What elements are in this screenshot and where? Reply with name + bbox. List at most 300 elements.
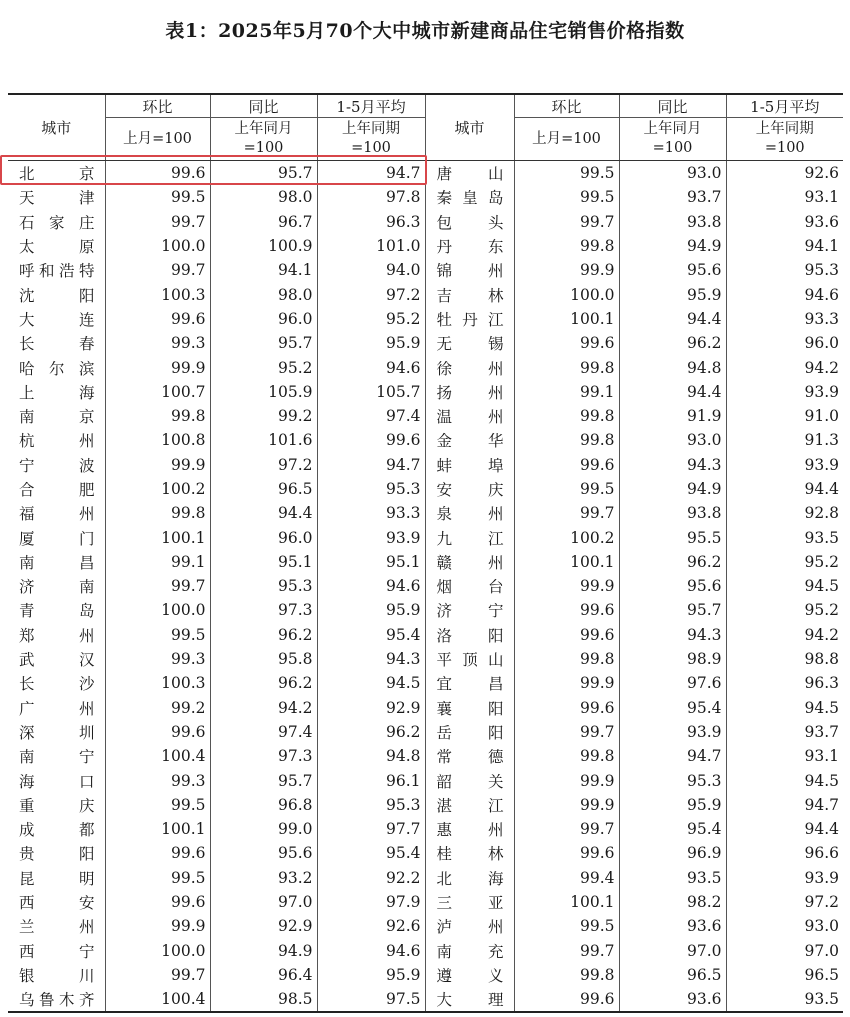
yoy-cell: 93.8 xyxy=(619,210,726,234)
yoy-cell: 95.2 xyxy=(210,355,317,379)
table-row xyxy=(8,234,843,258)
beijing-row-highlight xyxy=(0,155,427,185)
table-row xyxy=(8,453,843,477)
table-row xyxy=(8,282,843,306)
avg-cell: 95.1 xyxy=(317,550,425,574)
yoy-cell: 94.4 xyxy=(619,380,726,404)
mom-cell: 99.6 xyxy=(514,331,619,355)
avg-cell: 95.4 xyxy=(317,623,425,647)
city-cell: 济宁 xyxy=(425,598,514,622)
city-cell: 银川 xyxy=(8,963,105,987)
avg-cell: 97.2 xyxy=(804,893,839,912)
yoy-cell: 94.7 xyxy=(619,744,726,768)
yoy-cell: 95.4 xyxy=(619,696,726,720)
mom-cell: 99.7 xyxy=(105,574,210,598)
table-row xyxy=(8,890,843,914)
city-cell: 平顶山 xyxy=(425,647,514,671)
city-cell: 福州 xyxy=(8,501,105,525)
yoy-cell: 94.2 xyxy=(210,696,317,720)
mom-base-right: 上月=100 xyxy=(514,118,619,161)
mom-cell: 99.5 xyxy=(105,793,210,817)
avg-cell: 93.1 xyxy=(804,747,839,766)
table-row xyxy=(8,939,843,963)
mom-cell: 99.6 xyxy=(105,841,210,865)
city-cell: 呼和浩特 xyxy=(8,258,105,282)
city-cell: 西宁 xyxy=(8,939,105,963)
city-cell: 包头 xyxy=(425,210,514,234)
city-cell: 九江 xyxy=(425,525,514,549)
avg-cell: 101.0 xyxy=(317,234,425,258)
avg-cell: 94.5 xyxy=(804,698,839,717)
city-cell: 遵义 xyxy=(425,963,514,987)
yoy-cell: 97.3 xyxy=(210,744,317,768)
yoy-cell: 96.0 xyxy=(210,307,317,331)
city-cell: 吉林 xyxy=(425,282,514,306)
mom-cell: 100.0 xyxy=(105,234,210,258)
mom-cell: 99.6 xyxy=(105,890,210,914)
avg-cell: 96.2 xyxy=(317,720,425,744)
avg-cell: 94.0 xyxy=(317,258,425,282)
yoy-cell: 95.9 xyxy=(619,282,726,306)
mom-cell: 99.1 xyxy=(105,550,210,574)
mom-cell: 99.8 xyxy=(514,428,619,452)
city-cell: 赣州 xyxy=(425,550,514,574)
mom-cell: 99.9 xyxy=(514,574,619,598)
mom-header-right: 环比 xyxy=(514,94,619,118)
avg-base-left: 上年同期 =100 xyxy=(317,118,425,161)
mom-cell: 99.5 xyxy=(514,161,619,186)
mom-cell: 100.8 xyxy=(105,428,210,452)
mom-cell: 100.1 xyxy=(514,890,619,914)
city-cell: 南京 xyxy=(8,404,105,428)
city-cell: 重庆 xyxy=(8,793,105,817)
yoy-base-left: 上年同月 =100 xyxy=(210,118,317,161)
city-cell: 武汉 xyxy=(8,647,105,671)
yoy-cell: 94.8 xyxy=(619,355,726,379)
city-cell: 金华 xyxy=(425,428,514,452)
yoy-cell: 93.0 xyxy=(619,161,726,186)
city-cell: 丹东 xyxy=(425,234,514,258)
avg-cell: 94.7 xyxy=(804,795,839,814)
avg-cell: 98.8 xyxy=(804,650,839,669)
mom-cell: 99.5 xyxy=(514,477,619,501)
avg-cell: 93.5 xyxy=(726,987,843,1012)
yoy-cell: 101.6 xyxy=(210,428,317,452)
mom-cell: 99.9 xyxy=(105,914,210,938)
city-cell: 常德 xyxy=(425,744,514,768)
mom-cell: 99.8 xyxy=(514,963,619,987)
city-cell: 兰州 xyxy=(8,914,105,938)
mom-cell: 99.5 xyxy=(514,185,619,209)
mom-cell: 99.6 xyxy=(105,161,210,186)
city-cell: 北海 xyxy=(425,866,514,890)
yoy-cell: 95.9 xyxy=(619,793,726,817)
yoy-cell: 96.0 xyxy=(210,525,317,549)
city-cell: 贵阳 xyxy=(8,841,105,865)
yoy-cell: 95.4 xyxy=(619,817,726,841)
yoy-header-right: 同比 xyxy=(619,94,726,118)
table-row xyxy=(8,210,843,234)
mom-cell: 99.5 xyxy=(105,185,210,209)
city-cell: 大理 xyxy=(425,987,514,1012)
mom-cell: 99.8 xyxy=(105,404,210,428)
mom-cell: 99.9 xyxy=(514,768,619,792)
city-cell: 徐州 xyxy=(425,355,514,379)
yoy-cell: 94.3 xyxy=(619,453,726,477)
city-cell: 大连 xyxy=(8,307,105,331)
city-cell: 昆明 xyxy=(8,866,105,890)
avg-cell: 94.6 xyxy=(317,355,425,379)
city-cell: 烟台 xyxy=(425,574,514,598)
page-title: 表1：2025年5月70个大中城市新建商品住宅销售价格指数 xyxy=(165,20,685,42)
avg-cell: 94.1 xyxy=(804,237,839,256)
yoy-cell: 99.0 xyxy=(210,817,317,841)
table-row xyxy=(8,550,843,574)
mom-cell: 99.9 xyxy=(514,793,619,817)
city-cell: 乌鲁木齐 xyxy=(8,987,105,1012)
mom-cell: 100.0 xyxy=(105,598,210,622)
mom-cell: 99.7 xyxy=(105,210,210,234)
table-row xyxy=(8,817,843,841)
mom-cell: 99.7 xyxy=(514,210,619,234)
avg-cell: 95.2 xyxy=(804,601,839,620)
avg-cell: 91.0 xyxy=(804,407,839,426)
city-header-right: 城市 xyxy=(425,94,514,161)
price-index-table xyxy=(8,93,843,1013)
table-row xyxy=(8,525,843,549)
yoy-cell: 97.2 xyxy=(210,453,317,477)
yoy-cell: 98.0 xyxy=(210,185,317,209)
yoy-cell: 105.9 xyxy=(210,380,317,404)
avg-cell: 94.4 xyxy=(804,480,839,498)
yoy-cell: 93.8 xyxy=(619,501,726,525)
yoy-cell: 96.9 xyxy=(619,841,726,865)
table-row xyxy=(8,744,843,768)
avg-cell: 91.3 xyxy=(804,431,839,450)
yoy-cell: 95.1 xyxy=(210,550,317,574)
table-row xyxy=(8,647,843,671)
avg-cell: 94.7 xyxy=(317,161,425,186)
table-row xyxy=(8,355,843,379)
mom-cell: 99.9 xyxy=(514,671,619,695)
yoy-cell: 95.5 xyxy=(619,525,726,549)
yoy-cell: 95.6 xyxy=(619,574,726,598)
avg-cell: 94.2 xyxy=(804,358,839,377)
yoy-cell: 99.2 xyxy=(210,404,317,428)
city-cell: 长春 xyxy=(8,331,105,355)
city-cell: 韶关 xyxy=(425,768,514,792)
city-header-left: 城市 xyxy=(8,94,105,161)
mom-cell: 99.8 xyxy=(514,355,619,379)
mom-header-left: 环比 xyxy=(105,94,210,118)
yoy-cell: 98.9 xyxy=(619,647,726,671)
yoy-cell: 96.5 xyxy=(210,477,317,501)
avg-cell: 93.0 xyxy=(804,917,839,936)
avg-header-left: 1-5月平均 xyxy=(317,94,425,118)
mom-cell: 100.1 xyxy=(514,550,619,574)
city-cell: 深圳 xyxy=(8,720,105,744)
mom-cell: 99.6 xyxy=(514,696,619,720)
city-cell: 襄阳 xyxy=(425,696,514,720)
mom-cell: 99.8 xyxy=(514,744,619,768)
mom-cell: 100.1 xyxy=(514,307,619,331)
city-cell: 合肥 xyxy=(8,477,105,501)
mom-cell: 100.4 xyxy=(105,987,210,1012)
avg-cell: 93.3 xyxy=(804,309,839,328)
city-cell: 上海 xyxy=(8,380,105,404)
avg-cell: 93.6 xyxy=(804,212,839,231)
yoy-cell: 98.0 xyxy=(210,282,317,306)
city-cell: 洛阳 xyxy=(425,623,514,647)
city-cell: 天津 xyxy=(8,185,105,209)
mom-cell: 99.3 xyxy=(105,768,210,792)
table-row xyxy=(8,866,843,890)
city-cell: 哈尔滨 xyxy=(8,355,105,379)
avg-cell: 95.3 xyxy=(317,477,425,501)
city-cell: 厦门 xyxy=(8,525,105,549)
city-cell: 扬州 xyxy=(425,380,514,404)
yoy-cell: 95.7 xyxy=(210,161,317,186)
yoy-cell: 96.2 xyxy=(619,550,726,574)
city-cell: 泉州 xyxy=(425,501,514,525)
avg-cell: 97.7 xyxy=(317,817,425,841)
city-cell: 秦皇岛 xyxy=(425,185,514,209)
table-row xyxy=(8,185,843,209)
table-row xyxy=(8,598,843,622)
yoy-cell: 95.7 xyxy=(210,331,317,355)
mom-cell: 99.6 xyxy=(105,307,210,331)
yoy-cell: 94.4 xyxy=(619,307,726,331)
avg-cell: 96.6 xyxy=(804,844,839,863)
avg-cell: 96.5 xyxy=(804,965,839,984)
yoy-cell: 95.7 xyxy=(619,598,726,622)
yoy-base-right: 上年同月 =100 xyxy=(619,118,726,161)
avg-cell: 96.3 xyxy=(317,210,425,234)
yoy-cell: 94.9 xyxy=(619,477,726,501)
table-row xyxy=(8,501,843,525)
table-row xyxy=(8,914,843,938)
city-cell: 南宁 xyxy=(8,744,105,768)
city-cell: 沈阳 xyxy=(8,282,105,306)
city-cell: 温州 xyxy=(425,404,514,428)
yoy-cell: 93.6 xyxy=(619,914,726,938)
city-cell: 岳阳 xyxy=(425,720,514,744)
avg-cell: 94.5 xyxy=(804,771,839,790)
city-cell: 宜昌 xyxy=(425,671,514,695)
avg-cell: 97.4 xyxy=(317,404,425,428)
avg-cell: 93.9 xyxy=(804,382,839,401)
avg-cell: 95.9 xyxy=(317,598,425,622)
mom-cell: 99.8 xyxy=(514,647,619,671)
mom-cell: 99.8 xyxy=(514,234,619,258)
city-cell: 青岛 xyxy=(8,598,105,622)
table-row xyxy=(8,720,843,744)
yoy-cell: 98.2 xyxy=(619,890,726,914)
avg-cell: 95.3 xyxy=(804,261,839,280)
yoy-cell: 97.0 xyxy=(619,939,726,963)
city-cell: 无锡 xyxy=(425,331,514,355)
avg-cell: 93.9 xyxy=(804,868,839,887)
yoy-cell: 95.7 xyxy=(210,768,317,792)
yoy-cell: 97.6 xyxy=(619,671,726,695)
avg-cell: 95.2 xyxy=(317,307,425,331)
mom-cell: 99.2 xyxy=(105,696,210,720)
table-row xyxy=(8,380,843,404)
city-cell: 长沙 xyxy=(8,671,105,695)
yoy-cell: 96.8 xyxy=(210,793,317,817)
yoy-cell: 93.9 xyxy=(619,720,726,744)
avg-cell: 93.3 xyxy=(317,501,425,525)
table-row xyxy=(8,307,843,331)
yoy-cell: 97.0 xyxy=(210,890,317,914)
mom-cell: 99.5 xyxy=(105,866,210,890)
mom-cell: 99.6 xyxy=(105,720,210,744)
table-row xyxy=(8,574,843,598)
avg-cell: 93.7 xyxy=(804,722,839,741)
mom-cell: 100.3 xyxy=(105,282,210,306)
avg-cell: 94.4 xyxy=(804,820,839,839)
mom-cell: 99.7 xyxy=(105,963,210,987)
city-cell: 杭州 xyxy=(8,428,105,452)
yoy-cell: 95.6 xyxy=(619,258,726,282)
yoy-cell: 94.4 xyxy=(210,501,317,525)
avg-cell: 95.4 xyxy=(317,841,425,865)
avg-base-right: 上年同期 =100 xyxy=(726,118,843,161)
avg-cell: 97.9 xyxy=(317,890,425,914)
yoy-cell: 94.9 xyxy=(210,939,317,963)
city-cell: 南昌 xyxy=(8,550,105,574)
avg-cell: 95.9 xyxy=(317,963,425,987)
yoy-cell: 97.3 xyxy=(210,598,317,622)
table-row xyxy=(8,768,843,792)
table-row xyxy=(8,671,843,695)
avg-cell: 94.6 xyxy=(317,939,425,963)
table-row xyxy=(8,696,843,720)
avg-cell: 96.1 xyxy=(317,768,425,792)
avg-cell: 94.3 xyxy=(317,647,425,671)
avg-cell: 99.6 xyxy=(317,428,425,452)
avg-cell: 93.9 xyxy=(317,525,425,549)
table-row xyxy=(8,793,843,817)
mom-base-left: 上月=100 xyxy=(105,118,210,161)
avg-cell: 96.0 xyxy=(804,334,839,353)
table-row xyxy=(8,841,843,865)
mom-cell: 100.0 xyxy=(514,282,619,306)
mom-cell: 99.3 xyxy=(105,331,210,355)
city-cell: 成都 xyxy=(8,817,105,841)
avg-cell: 94.2 xyxy=(804,625,839,644)
yoy-cell: 96.4 xyxy=(210,963,317,987)
mom-cell: 99.5 xyxy=(514,914,619,938)
yoy-cell: 96.7 xyxy=(210,210,317,234)
yoy-cell: 94.9 xyxy=(619,234,726,258)
yoy-cell: 93.5 xyxy=(619,866,726,890)
avg-cell: 92.6 xyxy=(804,164,839,183)
yoy-cell: 94.1 xyxy=(210,258,317,282)
city-cell: 牡丹江 xyxy=(425,307,514,331)
avg-cell: 97.2 xyxy=(317,282,425,306)
city-cell: 宁波 xyxy=(8,453,105,477)
mom-cell: 99.6 xyxy=(514,598,619,622)
city-cell: 惠州 xyxy=(425,817,514,841)
mom-cell: 99.9 xyxy=(514,258,619,282)
mom-cell: 100.3 xyxy=(105,671,210,695)
city-cell: 湛江 xyxy=(425,793,514,817)
mom-cell: 99.7 xyxy=(514,939,619,963)
avg-cell: 92.9 xyxy=(317,696,425,720)
city-cell: 南充 xyxy=(425,939,514,963)
city-cell: 济南 xyxy=(8,574,105,598)
yoy-cell: 94.3 xyxy=(619,623,726,647)
avg-cell: 93.1 xyxy=(804,188,839,207)
city-cell: 蚌埠 xyxy=(425,453,514,477)
avg-cell: 97.0 xyxy=(804,941,839,960)
avg-cell: 95.9 xyxy=(317,331,425,355)
yoy-cell: 98.5 xyxy=(210,987,317,1012)
yoy-cell: 96.2 xyxy=(619,331,726,355)
avg-cell: 96.3 xyxy=(804,674,839,693)
city-cell: 锦州 xyxy=(425,258,514,282)
table-row xyxy=(8,963,843,987)
mom-cell: 100.1 xyxy=(105,817,210,841)
mom-cell: 100.4 xyxy=(105,744,210,768)
mom-cell: 99.9 xyxy=(105,453,210,477)
city-cell: 唐山 xyxy=(425,161,514,186)
avg-cell: 105.7 xyxy=(317,380,425,404)
city-cell: 北京 xyxy=(8,161,105,186)
yoy-cell: 95.3 xyxy=(210,574,317,598)
mom-cell: 99.8 xyxy=(105,501,210,525)
avg-cell: 94.6 xyxy=(317,574,425,598)
yoy-cell: 91.9 xyxy=(619,404,726,428)
city-cell: 安庆 xyxy=(425,477,514,501)
avg-cell: 95.2 xyxy=(804,552,839,571)
mom-cell: 99.1 xyxy=(514,380,619,404)
avg-cell: 94.5 xyxy=(317,671,425,695)
city-cell: 太原 xyxy=(8,234,105,258)
mom-cell: 99.6 xyxy=(514,841,619,865)
yoy-cell: 93.2 xyxy=(210,866,317,890)
city-cell: 泸州 xyxy=(425,914,514,938)
table-row xyxy=(8,428,843,452)
mom-cell: 100.7 xyxy=(105,380,210,404)
city-cell: 三亚 xyxy=(425,890,514,914)
table-row xyxy=(8,623,843,647)
table-row xyxy=(8,404,843,428)
mom-cell: 99.6 xyxy=(514,987,619,1012)
mom-cell: 99.3 xyxy=(105,647,210,671)
avg-cell: 94.5 xyxy=(804,577,839,596)
yoy-cell: 95.3 xyxy=(619,768,726,792)
yoy-cell: 97.4 xyxy=(210,720,317,744)
table-row xyxy=(8,477,843,501)
avg-cell: 93.5 xyxy=(804,528,839,547)
avg-cell: 94.7 xyxy=(317,453,425,477)
yoy-header-left: 同比 xyxy=(210,94,317,118)
yoy-cell: 95.6 xyxy=(210,841,317,865)
avg-cell: 93.9 xyxy=(804,455,839,474)
yoy-cell: 96.2 xyxy=(210,623,317,647)
mom-cell: 99.7 xyxy=(105,258,210,282)
avg-cell: 92.2 xyxy=(317,866,425,890)
yoy-cell: 93.0 xyxy=(619,428,726,452)
city-cell: 桂林 xyxy=(425,841,514,865)
yoy-cell: 93.7 xyxy=(619,185,726,209)
mom-cell: 99.7 xyxy=(514,817,619,841)
yoy-cell: 95.8 xyxy=(210,647,317,671)
avg-cell: 92.8 xyxy=(804,504,839,523)
city-cell: 广州 xyxy=(8,696,105,720)
